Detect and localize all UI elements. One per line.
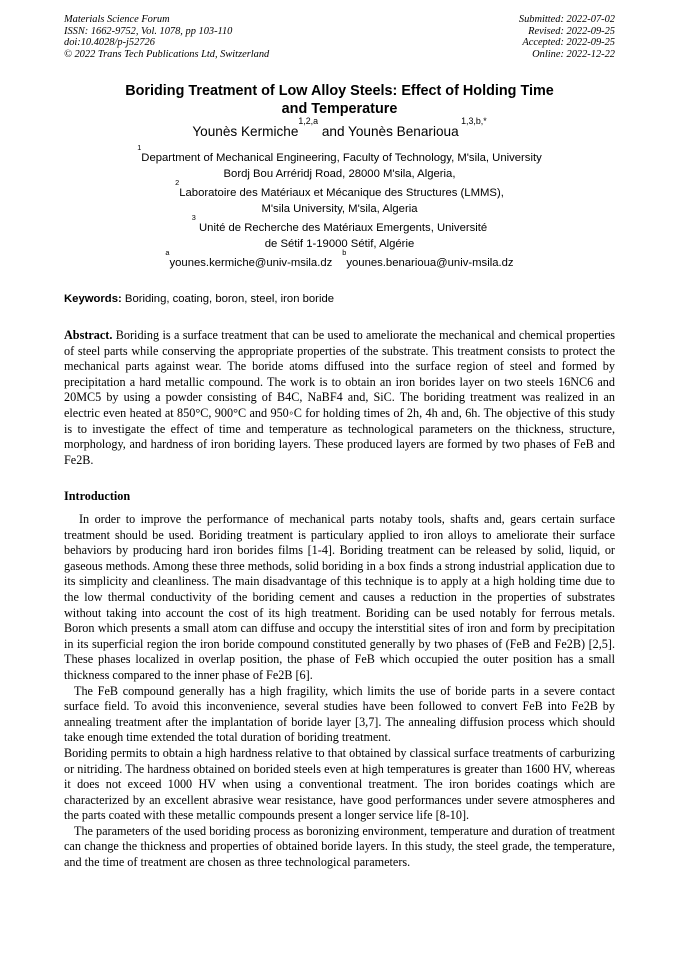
journal-name: Materials Science Forum <box>64 14 170 25</box>
title-line-2: and Temperature <box>281 101 398 117</box>
email-b[interactable]: younes.benarioua@univ-msila.dz <box>346 257 514 269</box>
keywords <box>64 291 615 307</box>
affiliation-2-marker: 2 <box>175 178 180 187</box>
author-1-affiliation: 1,2,a <box>298 116 319 126</box>
intro-paragraph-1: In order to improve the performance of mechanical parts notaby tools, shafts and, gears certain surface treatment should be used. Boriding treatment is particulary applied to iron alloys to ameliorate their surface behaviors by producing hard iron borides films [1-4]. Boriding treatment can be released by solid, liquid, or gaseous methods. Among these three methods, solid boriding in a box finds a strong industrial application due to its simplicity and cleanliness. The main disadvantage of this technique is to apply at a high holding time due to the low thermal conductivity of the boriding cement and causes a reduction in the properties of substrates without taking into account the cost of its high treatment. Boriding can be used notably for ferrous metals. Boron which presents a small atom can diffuse and occupy the interstitial sites of iron and form by precipitation in its superficial region the iron boride compound constituted generally by two phases of (FeB and Fe2B) [2,5]. These phases localized in overlap position, the phase of FeB which occupied the outer position has a small thickness compared to the inner phase of Fe2B [6]. <box>64 512 615 682</box>
author-2-affiliation: 1,3,b,* <box>458 116 487 126</box>
revised-date: Revised: 2022-09-25 <box>528 25 615 37</box>
abstract-label: Abstract. <box>64 328 113 342</box>
submitted-date: Submitted: 2022-07-02 <box>518 14 615 25</box>
affiliation-2-line-2: M'sila University, M'sila, Algeria <box>261 203 418 215</box>
introduction-body <box>64 512 615 871</box>
affiliation-1 <box>64 143 615 182</box>
email-a-marker: a <box>165 248 170 257</box>
title-line-1: Boriding Treatment of Low Alloy Steels: Effect of Holding Time <box>125 83 554 99</box>
doi: doi:10.4028/p-j52726 <box>64 37 155 49</box>
affiliation-1-line-2: Bordj Bou Arréridj Road, 28000 M'sila, Algeria, <box>223 168 456 180</box>
affiliation-2-line-1: Laboratoire des Matériaux et Mécanique des Structures (LMMS), <box>179 187 504 199</box>
affiliation-3 <box>64 213 615 252</box>
abstract-text: Boriding is a surface treatment that can be used to ameliorate the mechanical and chemical properties of steel parts while conserving the appropriate properties of the substrate. This treatment consists to protect the mechanical parts against wear. The boride atoms diffused into the surface region of steel and formed by precipitation a hard metallic compound. The work is to obtain an iron borides layer on two steels 16NC6 and 20MC5 by using a powder consisting of B4C, NaBF4 and, SiC. The boriding treatment was realized in an electric even heated at 850°C, 900°C and 950◦C for holding times of 2h, 4h and, 6h. The objective of this study is to investigate the effect of time and temperature as technological parameters on the thickness, structure, morphology, and hardness of iron boriding layers. These produced layers are formed by two phases of FeB and Fe2B. <box>64 328 615 467</box>
introduction-heading: Introduction <box>64 489 131 503</box>
author-list <box>64 116 615 140</box>
email-a[interactable]: younes.kermiche@univ-msila.dz <box>169 257 333 269</box>
keywords-text: Boriding, coating, boron, steel, iron boride <box>121 293 335 305</box>
intro-paragraph-4: The parameters of the used boriding process as boronizing environment, temperature and duration of treatment can change the thickness and properties of obtained boride layers. In this study, the steel grade, the temperature, and the time of treatment are chosen as three technological parameters. <box>64 823 615 870</box>
intro-paragraph-3: Boriding permits to obtain a high hardness relative to that obtained by classical surface treatments of carburizing or nitriding. The hardness obtained on borided steels even at high temperatures is greater than 1600 HV, whereas it does not exceed 1000 HV when using a conventional treatment. The iron borides coatings which are characterized by an excellent abrasive wear resistance, have good performances under severe atmospheres and the parts coated with these metallic compounds present a longer service life [8-10]. <box>64 745 615 823</box>
affiliation-2 <box>64 178 615 217</box>
keywords-label: Keywords: <box>64 293 122 305</box>
affiliation-1-line-1: Department of Mechanical Engineering, Faculty of Technology, M'sila, University <box>141 152 542 164</box>
journal-header <box>64 14 269 60</box>
dates-header <box>519 14 615 60</box>
affiliation-3-line-1: Unité de Recherche des Matériaux Emergents, Université <box>195 222 488 234</box>
affiliation-3-line-2: de Sétif 1-19000 Sétif, Algérie <box>264 238 415 250</box>
intro-paragraph-2: The FeB compound generally has a high fragility, which limits the use of boride parts in a severe contact surface field. To avoid this inconvenience, several studies have been followed to convert FeB into Fe2B by annealing treatment after the implantation of boride layer [3,7]. The annealing diffusion process which should take enough time extended the total duration of boriding treatment. <box>64 683 615 745</box>
accepted-date: Accepted: 2022-09-25 <box>522 37 615 49</box>
affiliation-3-marker: 3 <box>191 213 196 222</box>
online-date: Online: 2022-12-22 <box>532 48 615 60</box>
author-1: Younès Kermiche <box>192 124 299 139</box>
issn-volume: ISSN: 1662-9752, Vol. 1078, pp 103-110 <box>64 25 233 37</box>
copyright: © 2022 Trans Tech Publications Ltd, Switzerland <box>64 48 270 60</box>
author-2: Younès Benarioua <box>348 124 459 139</box>
author-connector: and <box>318 124 349 139</box>
email-b-marker: b <box>342 248 347 257</box>
author-emails <box>64 248 615 271</box>
affiliation-1-marker: 1 <box>137 143 142 152</box>
paper-title <box>64 82 615 118</box>
abstract <box>64 328 615 468</box>
